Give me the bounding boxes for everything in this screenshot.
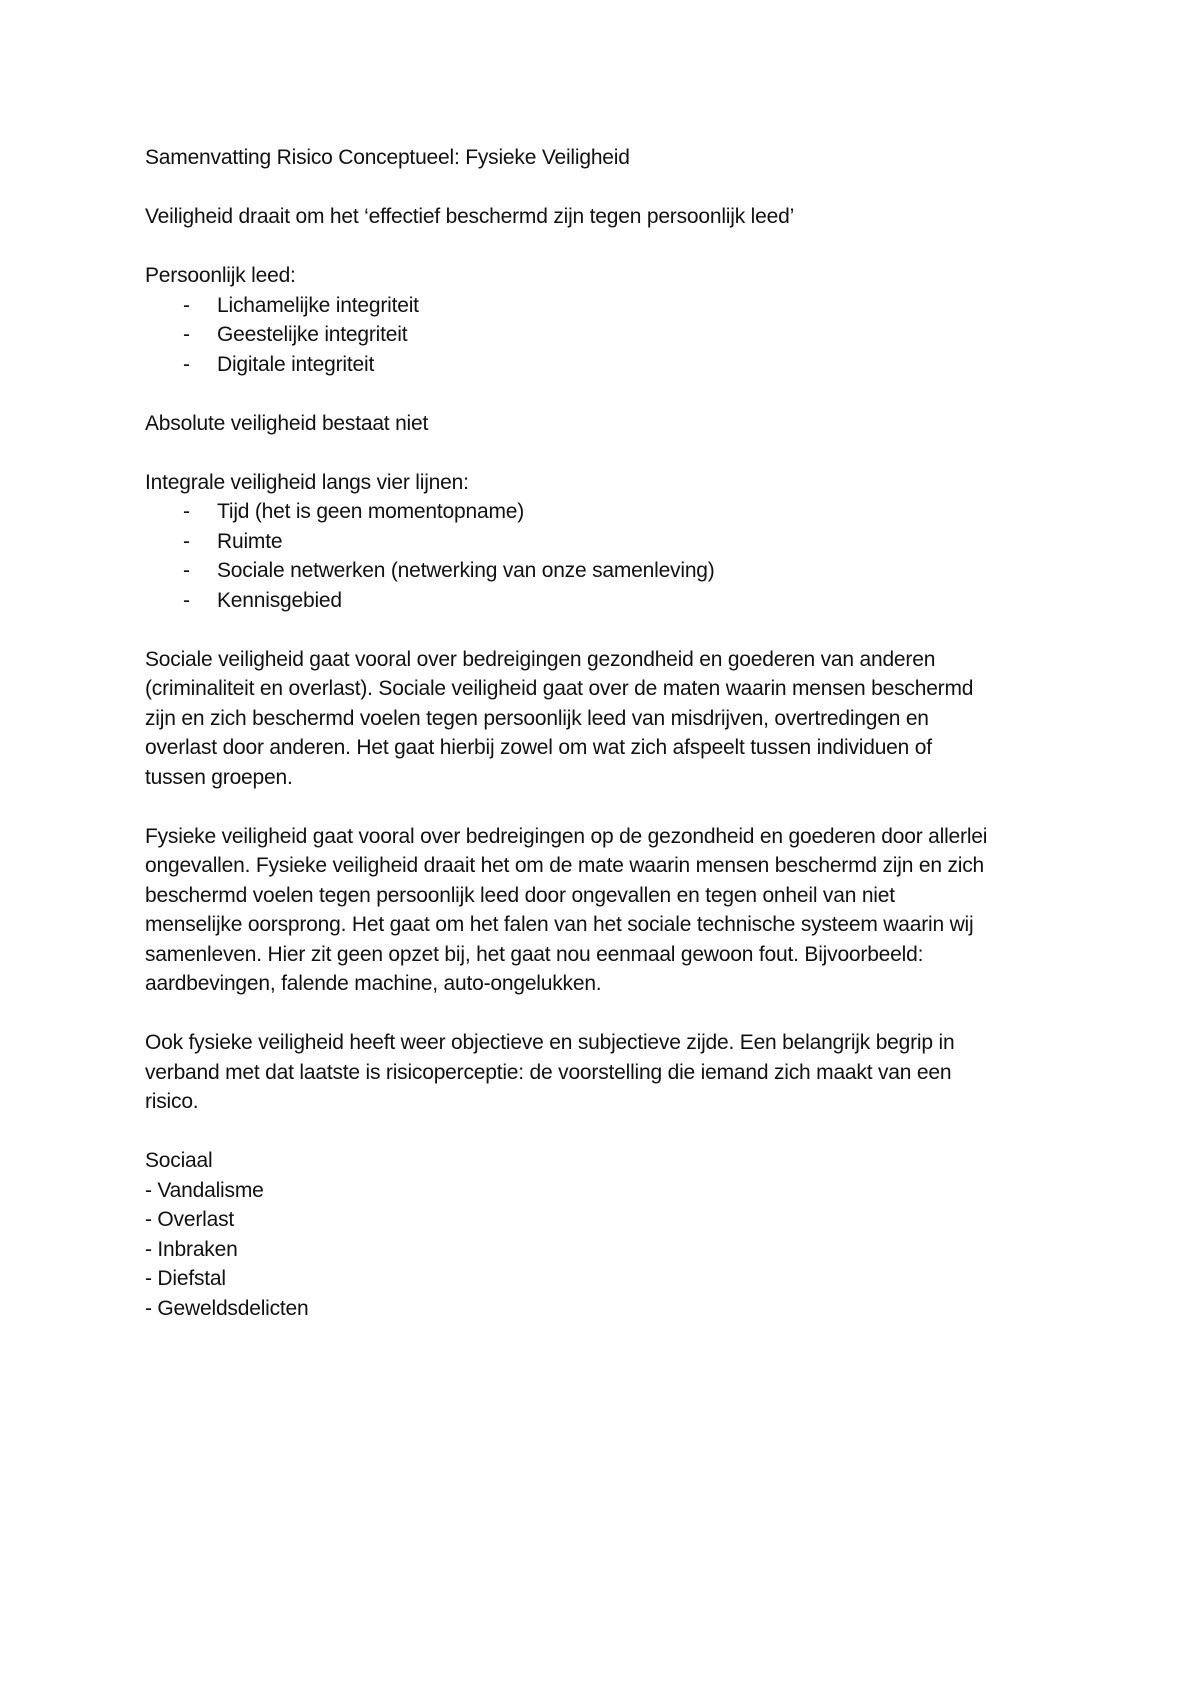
risk-perception-paragraph <box>145 1028 1065 1117</box>
integral-safety-heading: Integrale veiligheid langs vier lijnen: <box>145 470 469 494</box>
document-title: Samenvatting Risico Conceptueel: Fysieke Veiligheid <box>145 146 630 169</box>
list-item <box>145 527 1065 557</box>
list-item: - Diefstal <box>145 1267 226 1290</box>
social-examples-section <box>145 1146 1065 1323</box>
paragraph-line: menselijke oorsprong. Het gaat om het falen van het sociale technische systeem waarin wij <box>145 913 974 936</box>
list-item <box>145 586 1065 616</box>
integral-safety-list <box>145 497 1065 615</box>
social-examples-heading: Sociaal <box>145 1149 213 1172</box>
paragraph-line: Sociale veiligheid gaat vooral over bedreigingen gezondheid en goederen van anderen <box>145 647 936 671</box>
social-safety-paragraph <box>145 645 1065 793</box>
physical-safety-paragraph <box>145 822 1065 999</box>
personal-harm-section <box>145 261 1065 379</box>
list-item <box>145 291 1065 321</box>
paragraph-line: ongevallen. Fysieke veiligheid draait het om de mate waarin mensen beschermd zijn en zich <box>145 854 984 877</box>
list-item: - Geweldsdelicten <box>145 1296 309 1320</box>
paragraph-line: zijn en zich beschermd voelen tegen persoonlijk leed van misdrijven, overtredingen en <box>145 706 929 730</box>
list-item-text: Digitale integriteit <box>217 352 375 376</box>
list-dash: - <box>183 352 190 376</box>
list-item-text: Lichamelijke integriteit <box>217 293 419 317</box>
integral-safety-section <box>145 468 1065 616</box>
list-item-text: Sociale netwerken (netwerking van onze samenleving) <box>217 559 715 582</box>
paragraph-line: risico. <box>145 1090 199 1113</box>
list-item <box>145 320 1065 350</box>
social-examples-list <box>145 1176 1065 1324</box>
list-dash: - <box>183 323 190 346</box>
absolute-safety-sentence: Absolute veiligheid bestaat niet <box>145 411 429 435</box>
list-item: - Overlast <box>145 1208 235 1231</box>
paragraph-line: Ook fysieke veiligheid heeft weer objectieve en subjectieve zijde. Een belangrijk begrip in <box>145 1031 955 1054</box>
list-item-text: Tijd (het is geen momentopname) <box>217 500 525 523</box>
paragraph-line: beschermd voelen tegen persoonlijk leed door ongevallen en tegen onheil van niet <box>145 883 895 907</box>
list-item <box>145 497 1065 527</box>
paragraph-line: overlast door anderen. Het gaat hierbij zowel om wat zich afspeelt tussen individuen of <box>145 736 932 759</box>
paragraph-line: samenleven. Hier zit geen opzet bij, het gaat nou eenmaal gewoon fout. Bijvoorbeeld: <box>145 942 924 966</box>
list-item <box>145 556 1065 586</box>
personal-harm-heading: Persoonlijk leed: <box>145 264 296 287</box>
paragraph-line: Fysieke veiligheid gaat vooral over bedreigingen op de gezondheid en goederen door allerlei <box>145 824 988 848</box>
document-body <box>145 143 1065 1323</box>
personal-harm-list <box>145 291 1065 380</box>
list-item-text: Geestelijke integriteit <box>217 323 408 346</box>
list-dash: - <box>183 529 190 553</box>
list-item-text: Kennisgebied <box>217 588 342 612</box>
list-item-text: Ruimte <box>217 529 283 553</box>
list-item: - Vandalisme <box>145 1178 264 1202</box>
list-dash: - <box>183 293 190 317</box>
list-dash: - <box>183 588 190 612</box>
list-item: - Inbraken <box>145 1237 238 1261</box>
paragraph-line: (criminaliteit en overlast). Sociale veiligheid gaat over de maten waarin mensen beschermd <box>145 677 974 700</box>
list-dash: - <box>183 500 190 523</box>
paragraph-line: tussen groepen. <box>145 765 293 789</box>
paragraph-line: verband met dat laatste is risicoperceptie: de voorstelling die iemand zich maakt van een <box>145 1060 952 1084</box>
intro-sentence: Veiligheid draait om het ‘effectief beschermd zijn tegen persoonlijk leed’ <box>145 205 795 228</box>
paragraph-line: aardbevingen, falende machine, auto-ongelukken. <box>145 972 602 995</box>
list-item <box>145 350 1065 380</box>
list-dash: - <box>183 559 190 582</box>
